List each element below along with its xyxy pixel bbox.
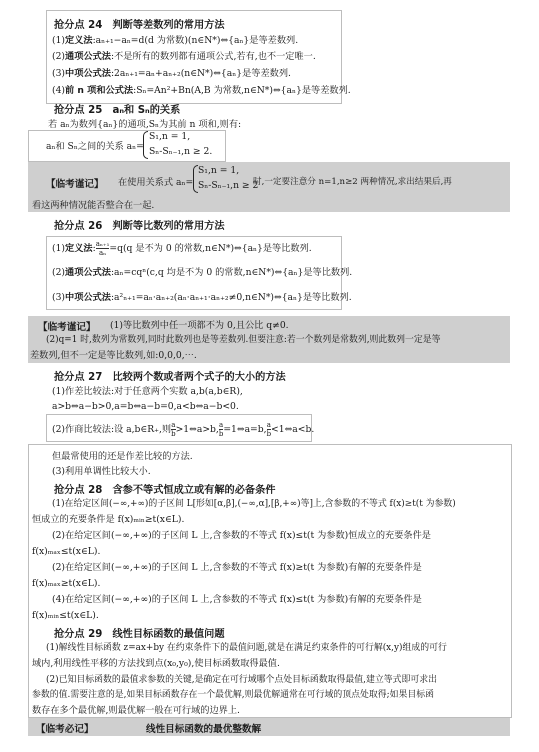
s24-line-3: (3)中项公式法:2aₙ₊₁=aₙ+aₙ₊₂(n∈N*)⇔{aₙ}是等差数列. <box>52 68 291 79</box>
note-1-tag: 【临考谨记】 <box>46 179 104 190</box>
note-3-tag: 【临考必记】 <box>36 724 94 735</box>
note-2-line-1: (1)等比数列中任一项都不为 0,且公比 q≠0. <box>110 320 289 331</box>
note-1-tail: 时,一定要注意分 n=1,n≥2 两种情况,求出结果后,再 <box>253 177 452 187</box>
s25-brace <box>143 131 148 159</box>
s27-line-1: (1)作差比较法:对于任意两个实数 a,b(a,b∈R), <box>52 386 243 397</box>
quotient-fraction-3: $\frac{a}{b}$ <box>266 421 272 438</box>
s28-p1-a: (1)在给定区间(−∞,+∞)的子区间 L[形如[α,β],(−∞,α],[β,+∞)等]上,含参数的不等式 f(x)≥t(t 为参数) <box>52 499 456 509</box>
s28-p2-b: f(x)ₘₐₓ≤t(x∈L). <box>32 546 101 557</box>
s28-p4-a: (4)在给定区间(−∞,+∞)的子区间 L 上,含参数的不等式 f(x)≤t(t 为参数)有解的充要条件是 <box>52 594 422 605</box>
s28-p1-b: 恒成立的充要条件是 f(x)ₘᵢₙ≥t(x∈L). <box>32 514 185 525</box>
quotient-fraction-1: $\frac{a}{b}$ <box>171 421 176 438</box>
s29-p-4: 参数的值.需要注意的是,如果目标函数存在一个最优解,则最优解通常在可行域的顶点处取得;如果目标函 <box>32 690 434 700</box>
s29-p-2: 域内,利用线性平移的方法找到点(x₀,y₀),使目标函数取得最值. <box>32 658 280 669</box>
s24-line-1: (1)定义法:aₙ₊₁−aₙ=d(d 为常数)(n∈N*)⇔{aₙ}是等差数列. <box>52 35 299 46</box>
note-1-line-2: 看这两种情况能否整合在一起. <box>32 200 155 211</box>
s27-line-3: (2)作商比较法:设 a,b∈R₊,则 $\frac{a}{b}$ >1⇔a>b, $\frac{a}{b}$ =1⇔a=b, $\frac{a}{b}$ <1⇔a<b. <box>52 421 315 438</box>
ratio-fraction: $\frac{\text{aₙ₊₁}}{\text{aₙ}}$ <box>95 240 110 257</box>
section-28-title: 抢分点 28 含参不等式恒成立或有解的必备条件 <box>54 485 276 496</box>
s25-relation-label: aₙ和 Sₙ之间的关系 aₙ= <box>46 141 144 152</box>
note-1-case-1: S₁,n = 1, <box>198 165 240 176</box>
s24-line-4: (4)前 n 项和公式法:Sₙ=An²+Bn(A,B 为常数,n∈N*)⇔{aₙ}是等差数列. <box>52 85 351 96</box>
s26-line-3: (3)中项公式法:a²ₙ₊₁=aₙ·aₙ₊₂(aₙ·aₙ₊₁·aₙ₊₂≠0,n∈N*)⇔{aₙ}是等比数列. <box>52 292 352 303</box>
s29-p-3: (2)已知目标函数的最值求参数的关键,是确定在可行域哪个点处目标函数取得最值,建立等式即可求出 <box>46 675 437 685</box>
note-2-tag: 【临考谨记】 <box>38 322 96 333</box>
s28-p2-a: (2)在给定区间(−∞,+∞)的子区间 L 上,含参数的不等式 f(x)≤t(t 为参数)恒成立的充要条件是 <box>52 530 431 541</box>
s28-p3-a: (2)在给定区间(−∞,+∞)的子区间 L 上,含参数的不等式 f(x)≥t(t 为参数)有解的充要条件是 <box>52 562 422 573</box>
quotient-fraction-2: $\frac{a}{b}$ <box>218 421 224 438</box>
s26-line-2: (2)通项公式法:aₙ=cqⁿ(c,q 均是不为 0 的常数,n∈N*)⇔{aₙ}是等比数列. <box>52 267 353 278</box>
note-1-lead: 在使用关系式 aₙ= <box>118 177 194 188</box>
note-2-line-3: 差数列,但不一定是等比数列,如:0,0,0,⋯. <box>30 350 197 361</box>
section-27-title: 抢分点 27 比较两个数或者两个式子的大小的方法 <box>54 372 286 383</box>
s28-p3-b: f(x)ₘₐₓ≥t(x∈L). <box>32 578 101 589</box>
s25-intro: 若 aₙ为数列{aₙ}的通项,Sₙ为其前 n 项和,则有: <box>48 119 242 130</box>
s24-line-2: (2)通项公式法:不是所有的数列都有通项公式,若有,也不一定唯一. <box>52 51 316 62</box>
section-25-title: 抢分点 25 aₙ和 Sₙ的关系 <box>54 105 181 116</box>
section-26-title: 抢分点 26 判断等比数列的常用方法 <box>54 221 225 232</box>
note-2-line-2: (2)q=1 时,数列为常数列,同时此数列也是等差数列.但要注意:若一个数列是常数列,则此数列一定是等 <box>46 335 441 345</box>
s25-case-2: Sₙ-Sₙ₋₁,n ≥ 2. <box>149 146 213 157</box>
s29-p-1: (1)解线性目标函数 z=ax+by 在约束条件下的最值问题,就是在满足约束条件的可行解(x,y)组成的可行 <box>46 643 447 653</box>
s27-line-4: 但最常使用的还是作差比较的方法. <box>52 451 193 462</box>
note-1-case-2: Sₙ-Sₙ₋₁,n ≥ 2 <box>198 180 259 191</box>
section-29-title: 抢分点 29 线性目标函数的最值问题 <box>54 629 225 640</box>
s27-line-5: (3)利用单调性比较大小. <box>52 466 151 477</box>
note-3-band <box>28 718 510 736</box>
s26-line-1: (1)定义法: $\frac{\text{aₙ₊₁}}{\text{aₙ}}$ =q(q 是不为 0 的常数,n∈N*)⇔{aₙ}是等比数列. <box>52 240 312 257</box>
section-24-title: 抢分点 24 判断等差数列的常用方法 <box>54 20 225 31</box>
s25-case-1: S₁,n = 1, <box>149 131 191 142</box>
note-3-title: 线性目标函数的最优整数解 <box>146 724 262 735</box>
s27-line-2: a>b⇔a−b>0,a=b⇔a−b=0,a<b⇔a−b<0. <box>52 401 239 412</box>
s29-p-5: 数存在多个最优解,则最优解一般在可行域的边界上. <box>32 705 240 716</box>
s28-p4-b: f(x)ₘᵢₙ≤t(x∈L). <box>32 610 99 621</box>
